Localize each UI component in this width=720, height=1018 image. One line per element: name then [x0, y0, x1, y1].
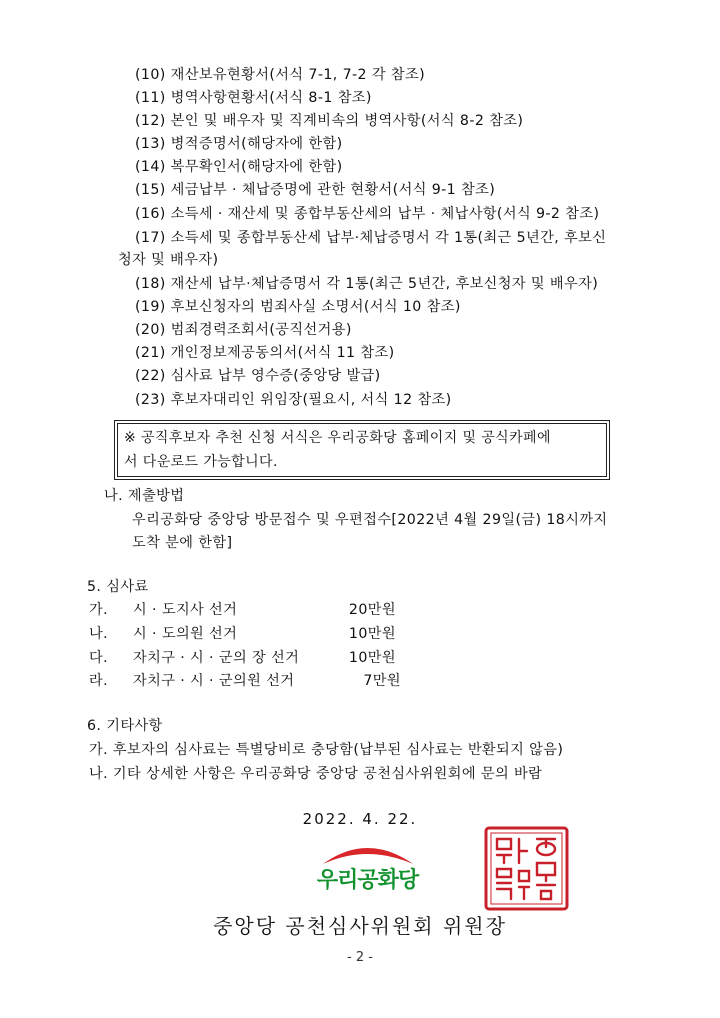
list-item-continuation: 청자 및 배우자)	[118, 252, 219, 268]
list-item: (10) 재산보유현황서(서식 7-1, 7-2 각 참조)	[135, 67, 426, 83]
notice-box	[114, 420, 610, 480]
fee-row	[89, 648, 429, 668]
other-text: 가. 후보자의 심사료는 특별당비로 충당함(납부된 심사료는 반환되지 않음)	[89, 742, 564, 758]
list-item: (16) 소득세 · 재산세 및 종합부동산세의 납부 · 체납사항(서식 9-2 참조)	[135, 206, 600, 222]
signature-title: 중앙당 공천심사위원회 위원장	[213, 914, 507, 938]
list-item: (21) 개인정보제공동의서(서식 11 참조)	[135, 345, 395, 361]
fee-marker: 나.	[89, 626, 109, 642]
official-seal	[483, 825, 570, 912]
fee-label: 자치구 · 시 · 군의원 선거	[133, 673, 295, 689]
list-item: (17) 소득세 및 종합부동산세 납부·체납증명서 각 1통(최근 5년간, 후보신	[135, 230, 607, 246]
fee-amount: 7만원	[363, 673, 401, 689]
other-text: 나. 기타 상세한 사항은 우리공화당 중앙당 공천심사위원회에 문의 바람	[89, 766, 543, 782]
notice-line: 서 다운로드 가능합니다.	[124, 454, 278, 470]
fee-marker: 라.	[89, 673, 109, 689]
fee-amount: 10만원	[348, 650, 396, 666]
list-item: (19) 후보신청자의 범죄사실 소명서(서식 10 참조)	[135, 299, 461, 315]
list-item: (13) 병적증명서(해당자에 한함)	[135, 136, 343, 152]
fee-row	[89, 671, 429, 691]
other-heading: 6. 기타사항	[87, 718, 163, 734]
list-item: (22) 심사료 납부 영수증(중앙당 발급)	[135, 368, 381, 384]
list-item: (15) 세금납부 · 체납증명에 관한 현황서(서식 9-1 참조)	[135, 182, 496, 198]
list-item: (20) 범죄경력조회서(공직선거용)	[135, 322, 352, 338]
submission-text: 우리공화당 중앙당 방문접수 및 우편접수[2022년 4월 29일(금) 18시까지	[132, 512, 608, 528]
fee-amount: 20만원	[348, 602, 396, 618]
fee-heading: 5. 심사료	[87, 579, 149, 595]
submission-text: 도착 분에 한함]	[132, 535, 233, 551]
logo-text: 우리공화당	[316, 868, 419, 893]
fee-row	[89, 624, 429, 644]
notice-line: ※ 공직후보자 추천 신청 서식은 우리공화당 홈페이지 및 공식카페에	[124, 430, 551, 446]
fee-label: 자치구 · 시 · 군의 장 선거	[133, 650, 300, 666]
fee-row	[89, 600, 429, 620]
fee-label: 시 · 도의원 선거	[133, 626, 238, 642]
party-logo	[305, 838, 430, 898]
list-item: (12) 본인 및 배우자 및 직계비속의 병역사항(서식 8-2 참조)	[135, 113, 524, 129]
list-item: (23) 후보자대리인 위임장(필요시, 서식 12 참조)	[135, 392, 452, 408]
fee-amount: 10만원	[348, 626, 396, 642]
list-item: (14) 복무확인서(해당자에 한함)	[135, 159, 343, 175]
list-item: (18) 재산세 납부·체납증명서 각 1통(최근 5년간, 후보신청자 및 배우자)	[135, 276, 599, 292]
fee-marker: 가.	[89, 602, 109, 618]
fee-marker: 다.	[89, 650, 109, 666]
fee-label: 시 · 도지사 선거	[133, 602, 238, 618]
page-number: - 2 -	[347, 950, 373, 965]
submission-heading: 나. 제출방법	[104, 488, 185, 504]
list-item: (11) 병역사항현황서(서식 8-1 참조)	[135, 90, 372, 106]
document-date: 2022. 4. 22.	[302, 810, 418, 828]
